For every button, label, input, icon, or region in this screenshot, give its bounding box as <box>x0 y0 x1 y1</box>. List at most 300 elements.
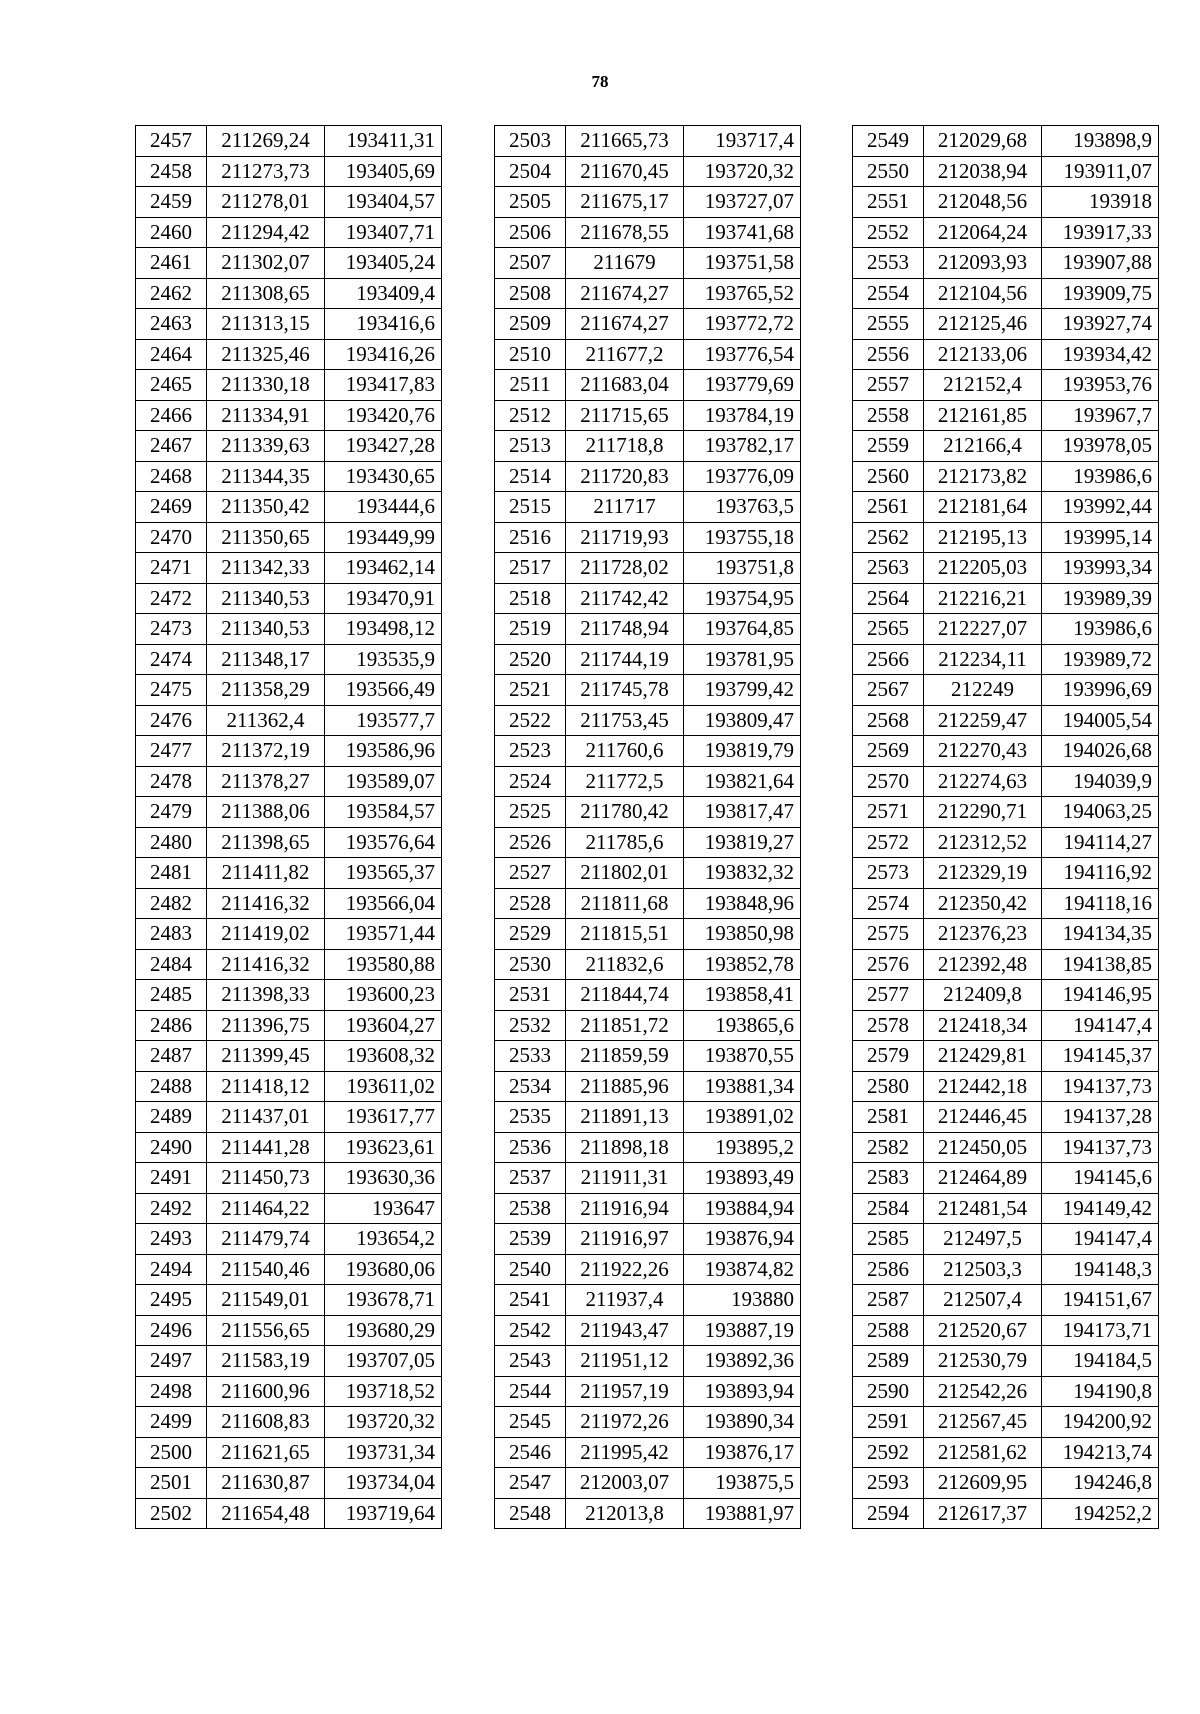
y-coordinate-cell: 193909,75 <box>1042 278 1159 309</box>
x-coordinate-cell: 212481,54 <box>924 1193 1042 1224</box>
point-number-cell: 2590 <box>853 1376 924 1407</box>
x-coordinate-cell: 211340,53 <box>207 614 325 645</box>
point-number-cell: 2522 <box>495 705 566 736</box>
point-number-cell: 2509 <box>495 309 566 340</box>
table-row <box>495 827 801 858</box>
x-coordinate-cell: 211362,4 <box>207 705 325 736</box>
x-coordinate-cell: 212205,03 <box>924 553 1042 584</box>
x-coordinate-cell: 212038,94 <box>924 156 1042 187</box>
y-coordinate-cell: 194246,8 <box>1042 1468 1159 1499</box>
table-row <box>136 1254 442 1285</box>
point-number-cell: 2558 <box>853 400 924 431</box>
point-number-cell: 2556 <box>853 339 924 370</box>
table-row <box>853 1224 1159 1255</box>
x-coordinate-cell: 211388,06 <box>207 797 325 828</box>
table-row <box>136 888 442 919</box>
point-number-cell: 2468 <box>136 461 207 492</box>
y-coordinate-cell: 194184,5 <box>1042 1346 1159 1377</box>
table-row <box>495 1041 801 1072</box>
y-coordinate-cell: 193600,23 <box>325 980 442 1011</box>
x-coordinate-cell: 211760,6 <box>566 736 684 767</box>
y-coordinate-cell: 193754,95 <box>684 583 801 614</box>
x-coordinate-cell: 211416,32 <box>207 888 325 919</box>
y-coordinate-cell: 193535,9 <box>325 644 442 675</box>
point-number-cell: 2470 <box>136 522 207 553</box>
point-number-cell: 2486 <box>136 1010 207 1041</box>
x-coordinate-cell: 212409,8 <box>924 980 1042 1011</box>
table-row <box>853 553 1159 584</box>
point-number-cell: 2591 <box>853 1407 924 1438</box>
y-coordinate-cell: 193865,6 <box>684 1010 801 1041</box>
x-coordinate-cell: 211718,8 <box>566 431 684 462</box>
y-coordinate-cell: 193755,18 <box>684 522 801 553</box>
y-coordinate-cell: 193416,26 <box>325 339 442 370</box>
y-coordinate-cell: 193407,71 <box>325 217 442 248</box>
y-coordinate-cell: 193911,07 <box>1042 156 1159 187</box>
table-row <box>136 370 442 401</box>
x-coordinate-cell: 211683,04 <box>566 370 684 401</box>
x-coordinate-cell: 211654,48 <box>207 1498 325 1529</box>
point-number-cell: 2489 <box>136 1102 207 1133</box>
x-coordinate-cell: 211717 <box>566 492 684 523</box>
y-coordinate-cell: 193784,19 <box>684 400 801 431</box>
y-coordinate-cell: 193404,57 <box>325 187 442 218</box>
point-number-cell: 2479 <box>136 797 207 828</box>
x-coordinate-cell: 211608,83 <box>207 1407 325 1438</box>
y-coordinate-cell: 193411,31 <box>325 126 442 157</box>
x-coordinate-cell: 211358,29 <box>207 675 325 706</box>
point-number-cell: 2580 <box>853 1071 924 1102</box>
x-coordinate-cell: 211715,65 <box>566 400 684 431</box>
point-number-cell: 2464 <box>136 339 207 370</box>
table-row <box>495 1224 801 1255</box>
x-coordinate-cell: 211785,6 <box>566 827 684 858</box>
y-coordinate-cell: 193884,94 <box>684 1193 801 1224</box>
x-coordinate-cell: 212329,19 <box>924 858 1042 889</box>
x-coordinate-cell: 212464,89 <box>924 1163 1042 1194</box>
point-number-cell: 2589 <box>853 1346 924 1377</box>
x-coordinate-cell: 212173,82 <box>924 461 1042 492</box>
x-coordinate-cell: 211670,45 <box>566 156 684 187</box>
table-row <box>853 949 1159 980</box>
table-row <box>136 1315 442 1346</box>
point-number-cell: 2502 <box>136 1498 207 1529</box>
point-number-cell: 2515 <box>495 492 566 523</box>
x-coordinate-cell: 212609,95 <box>924 1468 1042 1499</box>
point-number-cell: 2535 <box>495 1102 566 1133</box>
x-coordinate-cell: 211330,18 <box>207 370 325 401</box>
point-number-cell: 2569 <box>853 736 924 767</box>
table-row <box>495 675 801 706</box>
y-coordinate-cell: 193967,7 <box>1042 400 1159 431</box>
table-row <box>495 309 801 340</box>
table-row <box>853 1041 1159 1072</box>
table-row <box>853 1437 1159 1468</box>
table-row <box>853 705 1159 736</box>
y-coordinate-cell: 193765,52 <box>684 278 801 309</box>
table-row <box>495 1376 801 1407</box>
point-number-cell: 2544 <box>495 1376 566 1407</box>
point-number-cell: 2500 <box>136 1437 207 1468</box>
table-row <box>136 797 442 828</box>
y-coordinate-cell: 193470,91 <box>325 583 442 614</box>
point-number-cell: 2570 <box>853 766 924 797</box>
table-row <box>495 949 801 980</box>
table-row <box>495 736 801 767</box>
y-coordinate-cell: 193890,34 <box>684 1407 801 1438</box>
table-row <box>495 1132 801 1163</box>
x-coordinate-cell: 211951,12 <box>566 1346 684 1377</box>
x-coordinate-cell: 211832,6 <box>566 949 684 980</box>
table-row <box>136 1132 442 1163</box>
y-coordinate-cell: 194149,42 <box>1042 1193 1159 1224</box>
x-coordinate-cell: 212418,34 <box>924 1010 1042 1041</box>
x-coordinate-cell: 211916,97 <box>566 1224 684 1255</box>
point-number-cell: 2584 <box>853 1193 924 1224</box>
point-number-cell: 2492 <box>136 1193 207 1224</box>
x-coordinate-cell: 212104,56 <box>924 278 1042 309</box>
point-number-cell: 2560 <box>853 461 924 492</box>
y-coordinate-cell: 193817,47 <box>684 797 801 828</box>
point-number-cell: 2545 <box>495 1407 566 1438</box>
x-coordinate-cell: 211753,45 <box>566 705 684 736</box>
x-coordinate-cell: 211302,07 <box>207 248 325 279</box>
x-coordinate-cell: 211678,55 <box>566 217 684 248</box>
point-number-cell: 2517 <box>495 553 566 584</box>
y-coordinate-cell: 193577,7 <box>325 705 442 736</box>
y-coordinate-cell: 193611,02 <box>325 1071 442 1102</box>
x-coordinate-cell: 211674,27 <box>566 309 684 340</box>
x-coordinate-cell: 211464,22 <box>207 1193 325 1224</box>
x-coordinate-cell: 211851,72 <box>566 1010 684 1041</box>
table-row <box>495 1407 801 1438</box>
table-row <box>136 553 442 584</box>
y-coordinate-cell: 193891,02 <box>684 1102 801 1133</box>
table-row <box>136 461 442 492</box>
table-row <box>495 1071 801 1102</box>
table-row <box>853 919 1159 950</box>
x-coordinate-cell: 211911,31 <box>566 1163 684 1194</box>
table-row <box>136 675 442 706</box>
table-row <box>495 217 801 248</box>
x-coordinate-cell: 211479,74 <box>207 1224 325 1255</box>
table-row <box>853 1010 1159 1041</box>
point-number-cell: 2534 <box>495 1071 566 1102</box>
point-number-cell: 2564 <box>853 583 924 614</box>
table-row <box>853 1163 1159 1194</box>
x-coordinate-cell: 212195,13 <box>924 522 1042 553</box>
point-number-cell: 2592 <box>853 1437 924 1468</box>
y-coordinate-cell: 194026,68 <box>1042 736 1159 767</box>
table-row <box>136 1193 442 1224</box>
x-coordinate-cell: 211450,73 <box>207 1163 325 1194</box>
point-number-cell: 2497 <box>136 1346 207 1377</box>
table-row <box>853 1315 1159 1346</box>
table-row <box>853 187 1159 218</box>
x-coordinate-cell: 212429,81 <box>924 1041 1042 1072</box>
y-coordinate-cell: 193416,6 <box>325 309 442 340</box>
y-coordinate-cell: 193934,42 <box>1042 339 1159 370</box>
table-row <box>136 431 442 462</box>
y-coordinate-cell: 193809,47 <box>684 705 801 736</box>
coordinates-table-2 <box>494 125 801 1529</box>
y-coordinate-cell: 193717,4 <box>684 126 801 157</box>
point-number-cell: 2513 <box>495 431 566 462</box>
point-number-cell: 2510 <box>495 339 566 370</box>
x-coordinate-cell: 212503,3 <box>924 1254 1042 1285</box>
table-row <box>495 1468 801 1499</box>
y-coordinate-cell: 194190,8 <box>1042 1376 1159 1407</box>
point-number-cell: 2473 <box>136 614 207 645</box>
table-row <box>853 1193 1159 1224</box>
table-row <box>136 248 442 279</box>
x-coordinate-cell: 211378,27 <box>207 766 325 797</box>
table-row <box>495 492 801 523</box>
y-coordinate-cell: 193874,82 <box>684 1254 801 1285</box>
table-row <box>495 522 801 553</box>
y-coordinate-cell: 193586,96 <box>325 736 442 767</box>
y-coordinate-cell: 193779,69 <box>684 370 801 401</box>
y-coordinate-cell: 193741,68 <box>684 217 801 248</box>
y-coordinate-cell: 193580,88 <box>325 949 442 980</box>
x-coordinate-cell: 211972,26 <box>566 1407 684 1438</box>
x-coordinate-cell: 211677,2 <box>566 339 684 370</box>
y-coordinate-cell: 193566,04 <box>325 888 442 919</box>
y-coordinate-cell: 193875,5 <box>684 1468 801 1499</box>
y-coordinate-cell: 193409,4 <box>325 278 442 309</box>
y-coordinate-cell: 193576,64 <box>325 827 442 858</box>
y-coordinate-cell: 194145,37 <box>1042 1041 1159 1072</box>
point-number-cell: 2496 <box>136 1315 207 1346</box>
x-coordinate-cell: 212290,71 <box>924 797 1042 828</box>
x-coordinate-cell: 211441,28 <box>207 1132 325 1163</box>
page-number: 78 <box>591 72 609 91</box>
x-coordinate-cell: 211675,17 <box>566 187 684 218</box>
y-coordinate-cell: 193898,9 <box>1042 126 1159 157</box>
x-coordinate-cell: 211745,78 <box>566 675 684 706</box>
y-coordinate-cell: 194138,85 <box>1042 949 1159 980</box>
x-coordinate-cell: 212161,85 <box>924 400 1042 431</box>
point-number-cell: 2588 <box>853 1315 924 1346</box>
x-coordinate-cell: 211398,65 <box>207 827 325 858</box>
y-coordinate-cell: 193427,28 <box>325 431 442 462</box>
x-coordinate-cell: 211844,74 <box>566 980 684 1011</box>
x-coordinate-cell: 211556,65 <box>207 1315 325 1346</box>
y-coordinate-cell: 193417,83 <box>325 370 442 401</box>
y-coordinate-cell: 194005,54 <box>1042 705 1159 736</box>
y-coordinate-cell: 193776,54 <box>684 339 801 370</box>
x-coordinate-cell: 211278,01 <box>207 187 325 218</box>
table-row <box>136 1376 442 1407</box>
x-coordinate-cell: 212312,52 <box>924 827 1042 858</box>
x-coordinate-cell: 211325,46 <box>207 339 325 370</box>
table-row <box>853 1285 1159 1316</box>
y-coordinate-cell: 193876,17 <box>684 1437 801 1468</box>
y-coordinate-cell: 193927,74 <box>1042 309 1159 340</box>
x-coordinate-cell: 211943,47 <box>566 1315 684 1346</box>
y-coordinate-cell: 193895,2 <box>684 1132 801 1163</box>
x-coordinate-cell: 212446,45 <box>924 1102 1042 1133</box>
point-number-cell: 2482 <box>136 888 207 919</box>
x-coordinate-cell: 211922,26 <box>566 1254 684 1285</box>
point-number-cell: 2537 <box>495 1163 566 1194</box>
y-coordinate-cell: 193848,96 <box>684 888 801 919</box>
x-coordinate-cell: 211308,65 <box>207 278 325 309</box>
point-number-cell: 2484 <box>136 949 207 980</box>
y-coordinate-cell: 193751,58 <box>684 248 801 279</box>
y-coordinate-cell: 193420,76 <box>325 400 442 431</box>
y-coordinate-cell: 194148,3 <box>1042 1254 1159 1285</box>
point-number-cell: 2593 <box>853 1468 924 1499</box>
table-row <box>495 980 801 1011</box>
point-number-cell: 2549 <box>853 126 924 157</box>
point-number-cell: 2525 <box>495 797 566 828</box>
point-number-cell: 2578 <box>853 1010 924 1041</box>
y-coordinate-cell: 193731,34 <box>325 1437 442 1468</box>
y-coordinate-cell: 193893,49 <box>684 1163 801 1194</box>
x-coordinate-cell: 211348,17 <box>207 644 325 675</box>
table-row <box>495 1010 801 1041</box>
point-number-cell: 2478 <box>136 766 207 797</box>
y-coordinate-cell: 193647 <box>325 1193 442 1224</box>
table-row <box>495 248 801 279</box>
point-number-cell: 2474 <box>136 644 207 675</box>
x-coordinate-cell: 211340,53 <box>207 583 325 614</box>
table-row <box>136 1407 442 1438</box>
y-coordinate-cell: 193892,36 <box>684 1346 801 1377</box>
table-row <box>136 309 442 340</box>
x-coordinate-cell: 211630,87 <box>207 1468 325 1499</box>
table-row <box>136 736 442 767</box>
point-number-cell: 2521 <box>495 675 566 706</box>
y-coordinate-cell: 194118,16 <box>1042 888 1159 919</box>
y-coordinate-cell: 193953,76 <box>1042 370 1159 401</box>
table-row <box>853 1102 1159 1133</box>
y-coordinate-cell: 193989,39 <box>1042 583 1159 614</box>
x-coordinate-cell: 211772,5 <box>566 766 684 797</box>
x-coordinate-cell: 211600,96 <box>207 1376 325 1407</box>
x-coordinate-cell: 211549,01 <box>207 1285 325 1316</box>
y-coordinate-cell: 194173,71 <box>1042 1315 1159 1346</box>
y-coordinate-cell: 193881,97 <box>684 1498 801 1529</box>
point-number-cell: 2575 <box>853 919 924 950</box>
x-coordinate-cell: 211859,59 <box>566 1041 684 1072</box>
y-coordinate-cell: 193893,94 <box>684 1376 801 1407</box>
y-coordinate-cell: 193819,79 <box>684 736 801 767</box>
y-coordinate-cell: 193995,14 <box>1042 522 1159 553</box>
y-coordinate-cell: 193876,94 <box>684 1224 801 1255</box>
point-number-cell: 2520 <box>495 644 566 675</box>
point-number-cell: 2508 <box>495 278 566 309</box>
x-coordinate-cell: 212216,21 <box>924 583 1042 614</box>
table-row <box>853 217 1159 248</box>
y-coordinate-cell: 193992,44 <box>1042 492 1159 523</box>
x-coordinate-cell: 211339,63 <box>207 431 325 462</box>
table-row <box>853 827 1159 858</box>
y-coordinate-cell: 193832,32 <box>684 858 801 889</box>
point-number-cell: 2505 <box>495 187 566 218</box>
table-row <box>495 1437 801 1468</box>
table-row <box>495 461 801 492</box>
point-number-cell: 2519 <box>495 614 566 645</box>
point-number-cell: 2491 <box>136 1163 207 1194</box>
y-coordinate-cell: 193917,33 <box>1042 217 1159 248</box>
x-coordinate-cell: 212181,64 <box>924 492 1042 523</box>
y-coordinate-cell: 193880 <box>684 1285 801 1316</box>
x-coordinate-cell: 211802,01 <box>566 858 684 889</box>
x-coordinate-cell: 212581,62 <box>924 1437 1042 1468</box>
point-number-cell: 2527 <box>495 858 566 889</box>
point-number-cell: 2538 <box>495 1193 566 1224</box>
y-coordinate-cell: 193720,32 <box>684 156 801 187</box>
y-coordinate-cell: 193680,06 <box>325 1254 442 1285</box>
point-number-cell: 2576 <box>853 949 924 980</box>
point-number-cell: 2579 <box>853 1041 924 1072</box>
table-row <box>136 1041 442 1072</box>
table-row <box>853 736 1159 767</box>
y-coordinate-cell: 193781,95 <box>684 644 801 675</box>
point-number-cell: 2516 <box>495 522 566 553</box>
point-number-cell: 2546 <box>495 1437 566 1468</box>
table-row <box>136 1224 442 1255</box>
table-row <box>853 980 1159 1011</box>
point-number-cell: 2467 <box>136 431 207 462</box>
table-row <box>853 766 1159 797</box>
table-row <box>853 614 1159 645</box>
point-number-cell: 2547 <box>495 1468 566 1499</box>
point-number-cell: 2586 <box>853 1254 924 1285</box>
table-row <box>495 1163 801 1194</box>
table-row <box>853 1071 1159 1102</box>
point-number-cell: 2554 <box>853 278 924 309</box>
table-row <box>495 553 801 584</box>
table-row <box>495 1102 801 1133</box>
x-coordinate-cell: 212450,05 <box>924 1132 1042 1163</box>
point-number-cell: 2539 <box>495 1224 566 1255</box>
y-coordinate-cell: 193819,27 <box>684 827 801 858</box>
table-row <box>853 1376 1159 1407</box>
y-coordinate-cell: 193881,34 <box>684 1071 801 1102</box>
y-coordinate-cell: 193734,04 <box>325 1468 442 1499</box>
table-row <box>136 644 442 675</box>
x-coordinate-cell: 212064,24 <box>924 217 1042 248</box>
x-coordinate-cell: 211398,33 <box>207 980 325 1011</box>
table-row <box>853 1498 1159 1529</box>
point-number-cell: 2506 <box>495 217 566 248</box>
table-row <box>853 858 1159 889</box>
table-row <box>495 187 801 218</box>
table-row <box>136 339 442 370</box>
x-coordinate-cell: 211957,19 <box>566 1376 684 1407</box>
x-coordinate-cell: 211294,42 <box>207 217 325 248</box>
table-row <box>495 705 801 736</box>
y-coordinate-cell: 194147,4 <box>1042 1224 1159 1255</box>
table-row <box>495 797 801 828</box>
table-row <box>495 766 801 797</box>
table-row <box>136 1437 442 1468</box>
point-number-cell: 2551 <box>853 187 924 218</box>
point-number-cell: 2573 <box>853 858 924 889</box>
point-number-cell: 2533 <box>495 1041 566 1072</box>
point-number-cell: 2565 <box>853 614 924 645</box>
point-number-cell: 2485 <box>136 980 207 1011</box>
point-number-cell: 2462 <box>136 278 207 309</box>
point-number-cell: 2471 <box>136 553 207 584</box>
point-number-cell: 2475 <box>136 675 207 706</box>
y-coordinate-cell: 193678,71 <box>325 1285 442 1316</box>
table-row <box>136 766 442 797</box>
x-coordinate-cell: 211350,42 <box>207 492 325 523</box>
